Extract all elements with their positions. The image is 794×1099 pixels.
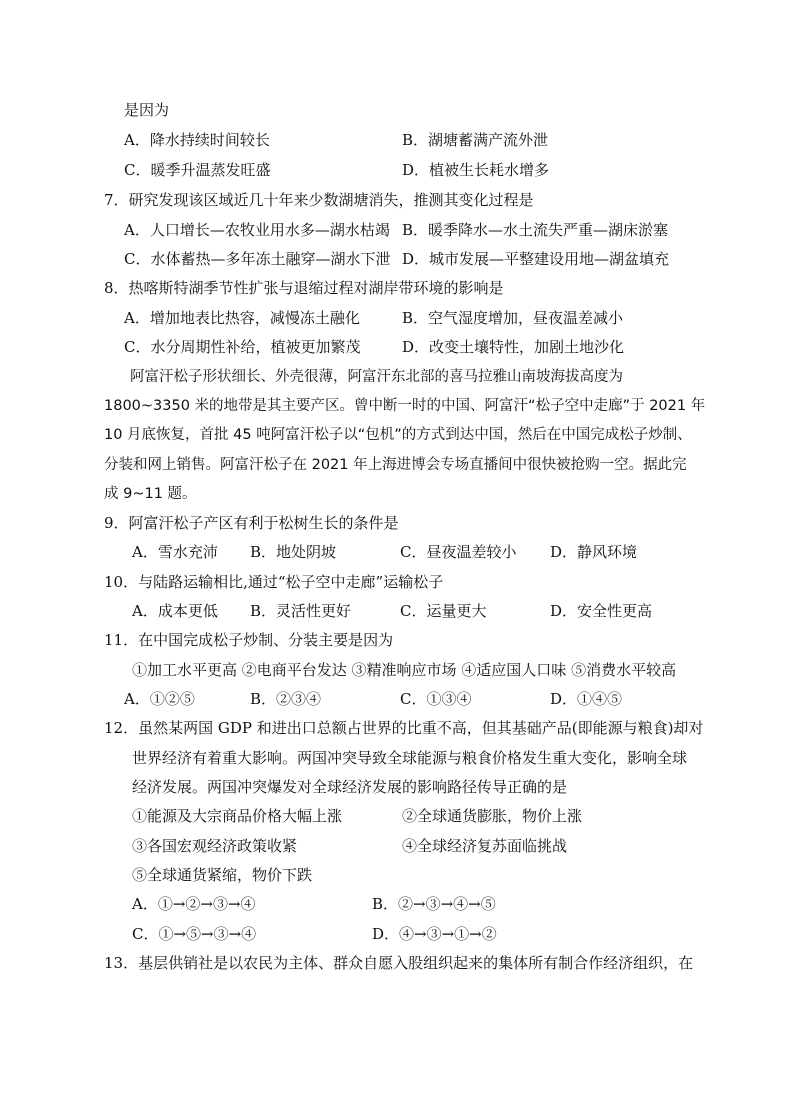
q12-item-4: ④全球经济复苏面临挑战 [402, 837, 568, 855]
q9-option-b: B．地处阴坡 [250, 543, 337, 561]
q6-option-c: C．暖季升温蒸发旺盛 [124, 161, 271, 179]
q11-stem: 11．在中国完成松子炒制、分装主要是因为 [104, 631, 394, 649]
q10-option-a: A．成本更低 [132, 602, 218, 620]
q12-item-2: ②全球通货膨胀，物价上涨 [402, 807, 583, 825]
q7-stem: 7．研究发现该区域近几十年来少数湖塘消失，推测其变化过程是 [104, 191, 534, 209]
q7-option-c: C．水体蓄热—多年冻土融穿—湖水下泄 [124, 250, 391, 268]
q6-option-b: B．湖塘蓄满产流外泄 [402, 131, 549, 149]
q12-stem-line-1: 12．虽然某两国 GDP 和进出口总额占世界的比重不高，但其基础产品(即能源与粮食)却对 [104, 719, 704, 737]
q9-option-c: C．昼夜温差较小 [400, 543, 517, 561]
passage-line-5: 成 9~11 题。 [104, 486, 197, 502]
passage-line-1: 阿富汗松子形状细长、外壳很薄，阿富汗东北部的喜马拉雅山南坡海拔高度为 [130, 369, 623, 385]
q10-option-c: C．运量更大 [400, 602, 487, 620]
q10-option-d: D．安全性更高 [550, 602, 653, 620]
q12-item-1: ①能源及大宗商品价格大幅上涨 [132, 807, 343, 825]
q7-option-d: D．城市发展—平整建设用地—湖盆填充 [402, 250, 670, 268]
q9-option-d: D．静风环境 [550, 543, 638, 561]
q8-option-c: C．水分周期性补给，植被更加繁茂 [124, 338, 361, 356]
passage-line-3: 10 月底恢复，首批 45 吨阿富汗松子以“包机”的方式到达中国，然后在中国完成松子炒制、 [104, 427, 692, 443]
q12-option-c: C．①→⑤→③→④ [132, 925, 257, 943]
q10-stem: 10．与陆路运输相比,通过“松子空中走廊”运输松子 [104, 573, 444, 591]
passage-line-2: 1800~3350 米的地带是其主要产区。曾中断一时的中国、阿富汗“松子空中走廊”于 2021 年 [104, 398, 706, 414]
q12-stem-line-2: 世界经济有着重大影响。两国冲突导致全球能源与粮食价格发生重大变化，影响全球 [132, 749, 688, 767]
q12-stem-line-3: 经济发展。两国冲突爆发对全球经济发展的影响路径传导正确的是 [132, 778, 568, 796]
q7-option-a: A．人口增长—农牧业用水多—湖水枯竭 [124, 221, 390, 239]
q11-option-d: D．①④⑤ [550, 690, 623, 708]
q7-option-b: B．暖季降水—水土流失严重—湖床淤塞 [402, 221, 669, 239]
q11-items: ①加工水平更高 ②电商平台发达 ③精准响应市场 ④适应国人口味 ⑤消费水平较高 [132, 661, 677, 679]
q6-stem-tail: 是因为 [124, 101, 170, 119]
q12-item-3: ③各国宏观经济政策收紧 [132, 837, 298, 855]
q12-option-b: B．②→③→④→⑤ [372, 895, 496, 913]
q13-stem: 13．基层供销社是以农民为主体、群众自愿入股组织起来的集体所有制合作经济组织，在 [104, 954, 694, 972]
q8-stem: 8．热喀斯特湖季节性扩张与退缩过程对湖岸带环境的影响是 [104, 279, 504, 297]
q8-option-b: B．空气湿度增加，昼夜温差减小 [402, 309, 624, 327]
q12-option-a: A．①→②→③→④ [132, 895, 256, 913]
passage-line-4: 分装和网上销售。阿富汗松子在 2021 年上海进博会专场直播间中很快被抢购一空。据此完 [104, 457, 687, 473]
q12-item-5: ⑤全球通货紧缩，物价下跌 [132, 866, 313, 884]
q9-option-a: A．雪水充沛 [132, 543, 218, 561]
q11-option-b: B．②③④ [250, 690, 322, 708]
q8-option-d: D．改变土壤特性，加剧土地沙化 [402, 338, 625, 356]
q12-option-d: D．④→③→①→② [372, 925, 497, 943]
q6-option-a: A．降水持续时间较长 [124, 131, 270, 149]
q6-option-d: D．植被生长耗水增多 [402, 161, 550, 179]
q8-option-a: A．增加地表比热容，减慢冻土融化 [124, 309, 360, 327]
q11-option-a: A．①②⑤ [124, 690, 195, 708]
q11-option-c: C．①③④ [400, 690, 472, 708]
q9-stem: 9．阿富汗松子产区有利于松树生长的条件是 [104, 514, 399, 532]
q10-option-b: B．灵活性更好 [250, 602, 352, 620]
